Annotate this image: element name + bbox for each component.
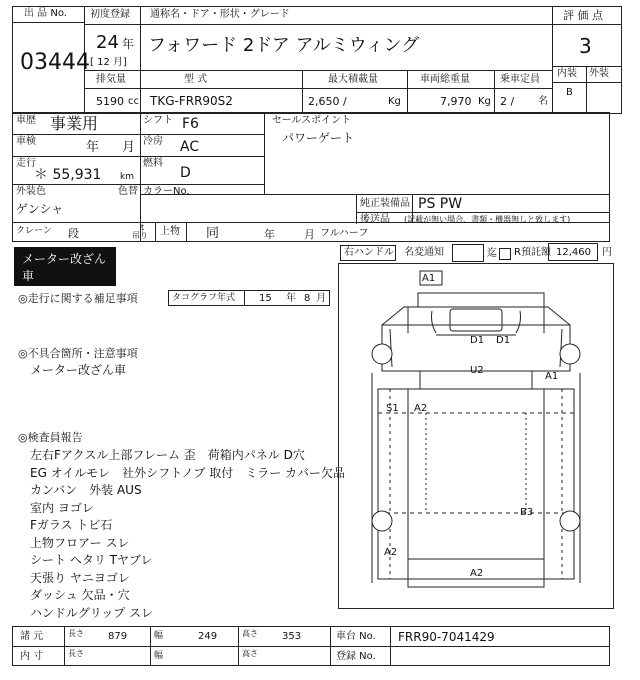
model-name: フォワード 2ドア アルミウィング	[148, 35, 420, 56]
tacho-month-unit: 月	[316, 293, 326, 304]
divider	[552, 24, 622, 25]
divider	[407, 70, 408, 114]
displacement-unit: cc	[128, 96, 139, 107]
divider	[552, 66, 622, 67]
model-code: TKG-FRR90S2	[150, 94, 233, 108]
mark-d1-left: D1	[470, 335, 485, 346]
inspector-line: 天張り ヤニヨゴレ	[30, 570, 130, 585]
height-value: 353	[282, 631, 302, 642]
inspector-line: Fガラス トビ石	[30, 518, 113, 532]
mark-a2-bottom: A2	[470, 568, 484, 579]
crane-stage: 段	[68, 227, 79, 240]
name-change-box	[452, 244, 484, 262]
divider	[150, 626, 151, 666]
interior-dims-label: 内 寸	[20, 651, 44, 662]
fuel-value: D	[180, 165, 191, 181]
mark-s1: S1	[386, 403, 399, 414]
inspector-line: ダッシュ 欠品・穴	[30, 588, 130, 602]
reg-year: 24	[96, 32, 119, 53]
chassis-label: 車台 No.	[336, 631, 376, 642]
mark-a1-top: A1	[422, 273, 436, 284]
divider	[586, 66, 587, 114]
divider	[390, 626, 391, 666]
divider	[264, 112, 265, 194]
exterior-label: 外装	[589, 68, 609, 79]
divider	[12, 22, 84, 23]
history-value: 事業用	[50, 114, 99, 133]
upper-same: 同	[206, 226, 220, 241]
lot-label: 出 品 No.	[24, 8, 67, 19]
length-label-2: 長さ	[68, 649, 84, 658]
divider	[155, 222, 156, 242]
genuine-value: PS PW	[418, 196, 463, 212]
mark-d1-right: D1	[496, 335, 511, 346]
divider	[356, 194, 357, 224]
tachograph-label: タコグラフ年式	[172, 293, 236, 303]
inspector-line: ハンドルグリップ スレ	[30, 605, 154, 620]
divider	[84, 88, 552, 89]
ext-color-label: 外装色	[16, 186, 46, 197]
gross-weight-unit: Kg	[478, 96, 491, 107]
height-label-2: 高さ	[242, 649, 258, 658]
divider	[140, 6, 141, 24]
defects-title: ◎不具合箇所・注意事項	[18, 347, 138, 360]
capacity-value: 2 /	[500, 95, 515, 108]
upper-year: 年	[264, 228, 275, 241]
aftermarket-label: 後送品	[360, 214, 390, 225]
notice-banner: メーター改ざん車	[14, 247, 116, 286]
r-tax-label: R預託額	[514, 247, 551, 258]
max-load-unit: Kg	[388, 96, 401, 107]
mark-u2: U2	[470, 365, 484, 376]
inspector-line: 上物フロアー スレ	[30, 535, 130, 550]
history-label: 車歴	[16, 115, 36, 126]
rating-score: 3	[579, 34, 592, 58]
defects-text: メーター改ざん車	[30, 363, 127, 377]
color-code-label: カラーNo.	[143, 186, 190, 197]
upper-month: 月	[304, 228, 315, 241]
inspection-label: 車検	[16, 136, 36, 147]
displacement-value: 5190	[96, 95, 124, 108]
divider	[140, 24, 141, 114]
aftermarket-note: (記載が無い場合、書類・機器無しと致します)	[404, 215, 571, 224]
reg-no-label: 登録 No.	[336, 651, 376, 662]
name-change-label: 名変通知	[404, 247, 444, 258]
crane-ton: t	[141, 223, 145, 232]
mileage-label: 走行	[16, 158, 36, 169]
gross-weight-label: 車両総重量	[420, 74, 470, 85]
inspector-line: 左右Fアクスル上部フレーム 歪 荷箱内パネル D穴	[30, 448, 305, 462]
supplement-title: ◎走行に関する補足事項	[18, 292, 138, 305]
inspector-line: シート ヘタリ Tヤブレ	[30, 553, 153, 567]
inspection-month-unit: 月	[122, 140, 136, 155]
width-label: 幅	[154, 631, 164, 641]
divider	[84, 24, 552, 25]
ac-value: AC	[180, 139, 200, 155]
divider	[84, 70, 552, 71]
divider	[552, 6, 553, 114]
r-tax-value: 12,460	[556, 247, 591, 258]
reg-year-unit: 年	[122, 37, 135, 51]
upper-label: 上物	[160, 226, 180, 237]
fuel-label: 燃料	[143, 158, 163, 169]
first-reg-label: 初度登録	[90, 9, 130, 20]
length-value: 879	[108, 631, 128, 642]
sales-point-label: セールスポイント	[272, 115, 352, 126]
crane-label: クレーン	[16, 226, 52, 236]
divider	[302, 70, 303, 114]
interior-label: 内装	[557, 68, 577, 79]
genuine-label: 純正装備品	[360, 198, 410, 209]
chassis-value: FRR90-7041429	[398, 630, 495, 644]
divider	[12, 646, 610, 647]
divider	[12, 184, 264, 185]
inspector-line: 室内 ヨゴレ	[30, 500, 94, 515]
tacho-month: 8	[304, 293, 311, 304]
divider	[12, 156, 264, 157]
sales-point-value: パワーゲート	[282, 131, 355, 145]
color-change-label: 色替	[118, 186, 138, 197]
capacity-unit: 名	[538, 96, 548, 107]
mileage-unit: km	[120, 172, 134, 182]
lot-number: 03444	[20, 50, 90, 75]
divider	[330, 626, 331, 666]
dims-label: 諸 元	[20, 631, 44, 642]
model-code-label: 型 式	[184, 74, 208, 85]
rating-label: 評 価 点	[563, 9, 603, 22]
crane-hang: 吊り	[132, 231, 148, 240]
length-label: 長さ	[68, 629, 84, 638]
mark-a1-right: A1	[545, 371, 559, 382]
divider	[238, 626, 239, 666]
width-value: 249	[198, 631, 218, 642]
mileage-value: ＊ 55,931	[34, 167, 102, 183]
divider	[494, 70, 495, 114]
ac-label: 冷房	[143, 136, 163, 147]
deadline-label: 迄	[487, 248, 497, 259]
height-label: 高さ	[242, 629, 258, 638]
max-load-label: 最大積載量	[328, 74, 378, 85]
interior-grade: B	[566, 87, 573, 98]
shift-label: シフト	[143, 115, 173, 126]
mark-a2-left: A2	[384, 547, 398, 558]
max-load-value: 2,650 /	[308, 95, 347, 108]
vehicle-diagram	[338, 263, 614, 609]
shift-value: F6	[182, 116, 199, 132]
reg-month: [ 12 月]	[90, 57, 127, 68]
inspector-line: EG オイルモレ 社外シフトノブ 取付 ミラー カバー欠品	[30, 465, 346, 480]
divider	[552, 82, 622, 83]
mark-b3: B3	[520, 507, 534, 518]
divider	[244, 290, 245, 306]
divider	[64, 626, 65, 666]
ext-color-value: ゲンシャ	[16, 202, 64, 216]
inspection-year-unit: 年	[86, 140, 100, 155]
width-label-2: 幅	[154, 651, 164, 661]
mark-a2-mid: A2	[414, 403, 428, 414]
r-tax-unit: 円	[602, 247, 612, 258]
inspector-title: ◎検査員報告	[18, 431, 83, 444]
divider	[186, 222, 187, 242]
tacho-year-unit: 年	[286, 293, 296, 304]
gross-weight-value: 7,970	[440, 95, 472, 108]
displacement-label: 排気量	[96, 74, 126, 85]
rhd-label: 右ハンドル	[344, 247, 394, 258]
inspector-line: カンバン 外装 AUS	[30, 483, 142, 497]
upper-type: フルハーフ	[320, 228, 369, 239]
divider	[356, 212, 610, 213]
divider	[140, 194, 610, 195]
divider	[12, 134, 264, 135]
deadline-checkbox	[499, 248, 511, 260]
model-label: 通称名・ドア・形状・グレード	[150, 9, 290, 20]
tacho-year: 15	[259, 293, 272, 304]
capacity-label: 乗車定員	[500, 74, 540, 85]
